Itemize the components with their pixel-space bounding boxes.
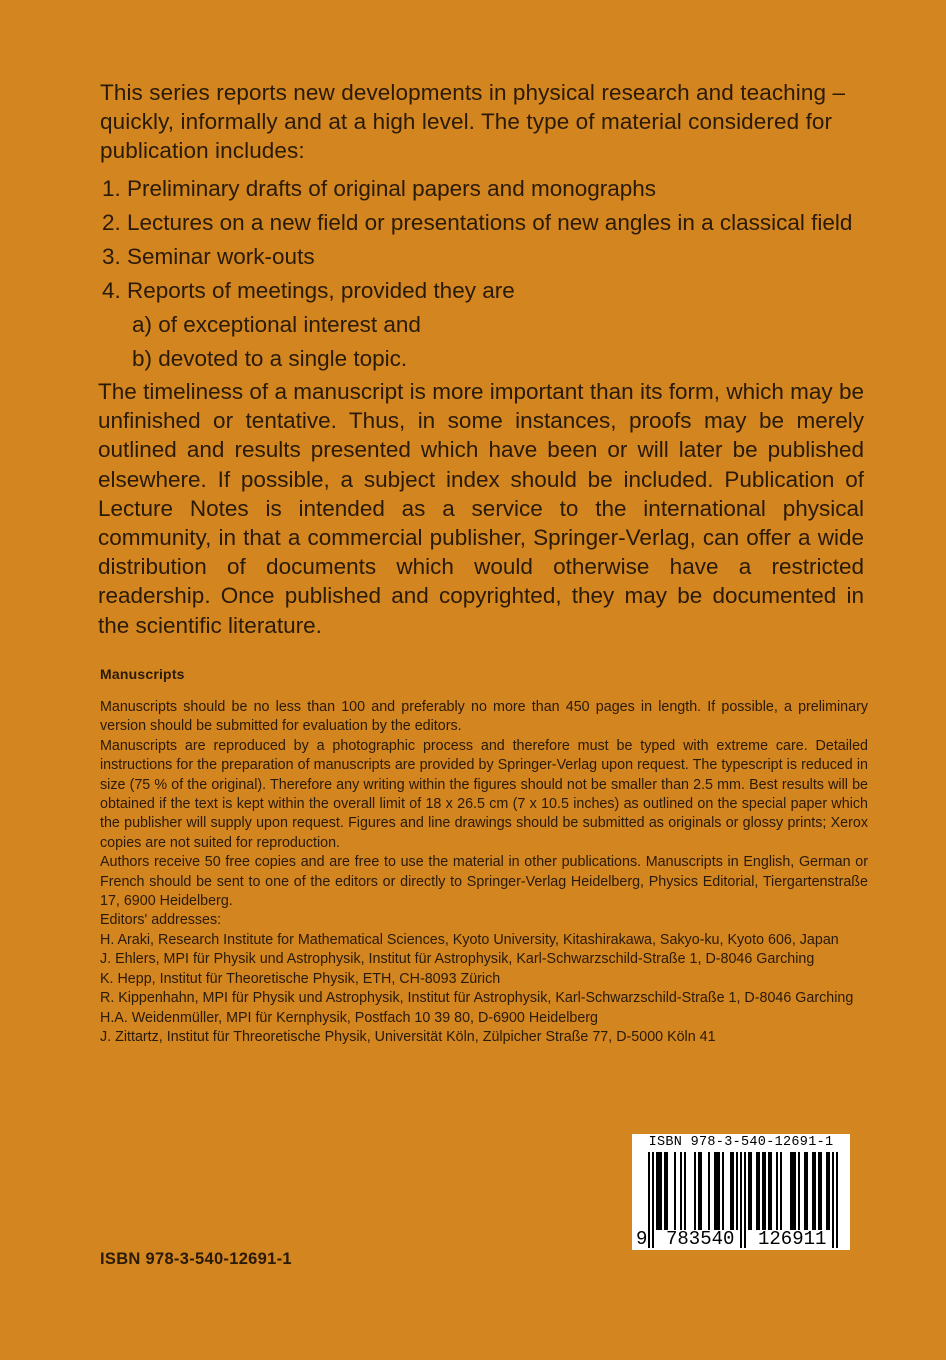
barcode-bar — [656, 1152, 658, 1230]
barcode-bar — [758, 1152, 760, 1230]
list-subitem: b) devoted to a single topic. — [132, 346, 408, 371]
barcode-bar — [716, 1152, 718, 1230]
timeliness-paragraph — [98, 377, 864, 640]
barcode-bar — [718, 1152, 720, 1230]
barcode-bar — [744, 1152, 746, 1248]
barcode-bar — [730, 1152, 732, 1230]
barcode — [632, 1134, 850, 1250]
editors-label: Editors' addresses: — [100, 912, 222, 929]
intro-paragraph — [100, 78, 870, 165]
editor-address: J. Zittartz, Institut für Threoretische Physik, Universität Köln, Zülpicher Straße 77, D-5000 Köln 41 — [100, 1028, 716, 1045]
barcode-bar — [684, 1152, 686, 1230]
intro-text: This series reports new developments in physical research and teaching – quickly, informally and at a high level. The type of material considered for publication includes: — [100, 80, 846, 163]
editor-address: R. Kippenhahn, MPI für Physik und Astrophysik, Institut für Astrophysik, Karl-Schwarzschild-Straße 1, D-8046 Garching — [100, 990, 854, 1007]
editor-address: K. Hepp, Institut für Theoretische Physik, ETH, CH-8093 Zürich — [100, 970, 501, 987]
barcode-bar — [828, 1152, 830, 1230]
barcode-bar — [832, 1152, 834, 1248]
barcode-bar — [658, 1152, 660, 1230]
barcode-bar — [794, 1152, 796, 1230]
barcode-bar — [666, 1152, 668, 1230]
list-item: 2. Lectures on a new field or presentations of new angles in a classical field — [102, 210, 853, 235]
list-item: 4. Reports of meetings, provided they are — [102, 278, 515, 303]
editor-address: H. Araki, Research Institute for Mathematical Sciences, Kyoto University, Kitashirakawa, Sakyo-ku, Kyoto 606, Japan — [100, 931, 839, 948]
timeliness-text: The timeliness of a manuscript is more important than its form, which may be unfinished or tentative. Thus, in some instances, proofs may be merely outlined and results presented which have been or will later be published elsewhere. If possible, a subject index should be included. Publication of Lecture Notes is intended as a service to the international physical community, in that a commercial publisher, Springer-Verlag, can offer a wide distribution of documents which would otherwise have a restricted readership. Once published and copyrighted, they may be documented in the scientific literature. — [98, 379, 864, 638]
manuscripts-body — [100, 698, 868, 1047]
list-item: 3. Seminar work-outs — [102, 244, 315, 269]
manuscripts-paragraph: Manuscripts should be no less than 100 and preferably no more than 450 pages in length. If possible, a preliminary version should be submitted for evaluation by the editors. — [100, 699, 868, 735]
barcode-bar — [750, 1152, 752, 1230]
barcode-bar — [798, 1152, 800, 1230]
barcode-bar — [804, 1152, 806, 1230]
barcode-bar — [756, 1152, 758, 1230]
list-item: 1. Preliminary drafts of original papers and monographs — [102, 176, 657, 201]
barcode-bar — [740, 1152, 742, 1248]
list-subitem: a) of exceptional interest and — [132, 312, 421, 337]
barcode-bar — [768, 1152, 770, 1230]
barcode-bar — [674, 1152, 676, 1230]
barcode-bar — [792, 1152, 794, 1230]
barcode-bar — [722, 1152, 724, 1230]
material-list — [102, 174, 882, 378]
barcode-bar — [790, 1152, 792, 1230]
manuscripts-paragraph: Manuscripts are reproduced by a photographic process and therefore must be typed with extreme care. Detailed instructions for the preparation of manuscripts are provided by Springer-Verlag upon request. The typescript is reduced in size (75 % of the original). Therefore any writing within the figures should not be smaller than 2.5 mm. Best results will be obtained if the text is kept within the overall limit of 18 x 26.5 cm (7 x 10.5 inches) as outlined on the special paper which the publisher will supply upon request. Figures and line drawings should be submitted as originals or glossy prints; Xerox copies are not suited for reproduction. — [100, 737, 868, 851]
barcode-bar — [698, 1152, 700, 1230]
barcode-bar — [806, 1152, 808, 1230]
barcode-bar — [776, 1152, 778, 1230]
isbn-footer: ISBN 978-3-540-12691-1 — [100, 1250, 292, 1268]
barcode-digits-right: 126911 — [758, 1228, 827, 1250]
barcode-bar — [652, 1152, 654, 1248]
barcode-bar — [814, 1152, 816, 1230]
editor-address: H.A. Weidenmüller, MPI für Kernphysik, Postfach 10 39 80, D-6900 Heidelberg — [100, 1009, 598, 1026]
barcode-bar — [748, 1152, 750, 1230]
barcode-bar — [770, 1152, 772, 1230]
barcode-bar — [762, 1152, 764, 1230]
barcode-bar — [694, 1152, 696, 1230]
barcode-bar — [648, 1152, 650, 1248]
barcode-bar — [680, 1152, 682, 1230]
barcode-bar — [836, 1152, 838, 1248]
barcode-bar — [736, 1152, 738, 1230]
barcode-bar — [764, 1152, 766, 1230]
barcode-digits-left: 783540 — [666, 1228, 735, 1250]
barcode-bar — [818, 1152, 820, 1230]
barcode-bar — [714, 1152, 716, 1230]
barcode-bar — [664, 1152, 666, 1230]
barcode-bar — [700, 1152, 702, 1230]
barcode-isbn-label: ISBN 978-3-540-12691-1 — [648, 1135, 834, 1150]
manuscripts-heading: Manuscripts — [100, 666, 185, 682]
barcode-bar — [732, 1152, 734, 1230]
barcode-bar — [826, 1152, 828, 1230]
barcode-bar — [780, 1152, 782, 1230]
editor-address: J. Ehlers, MPI für Physik und Astrophysik, Institut für Astrophysik, Karl-Schwarzschild-Straße 1, D-8046 Garching — [100, 951, 815, 968]
barcode-digit-first: 9 — [636, 1228, 648, 1250]
barcode-bar — [812, 1152, 814, 1230]
barcode-bar — [660, 1152, 662, 1230]
manuscripts-paragraph: Authors receive 50 free copies and are free to use the material in other publications. Manuscripts in English, German or French should be sent to one of the editors or directly to Springer-Verlag Heidelberg, Physics Editorial, Tiergartenstraße 17, 6900 Heidelberg. — [100, 854, 868, 910]
barcode-bar — [820, 1152, 822, 1230]
barcode-bar — [708, 1152, 710, 1230]
